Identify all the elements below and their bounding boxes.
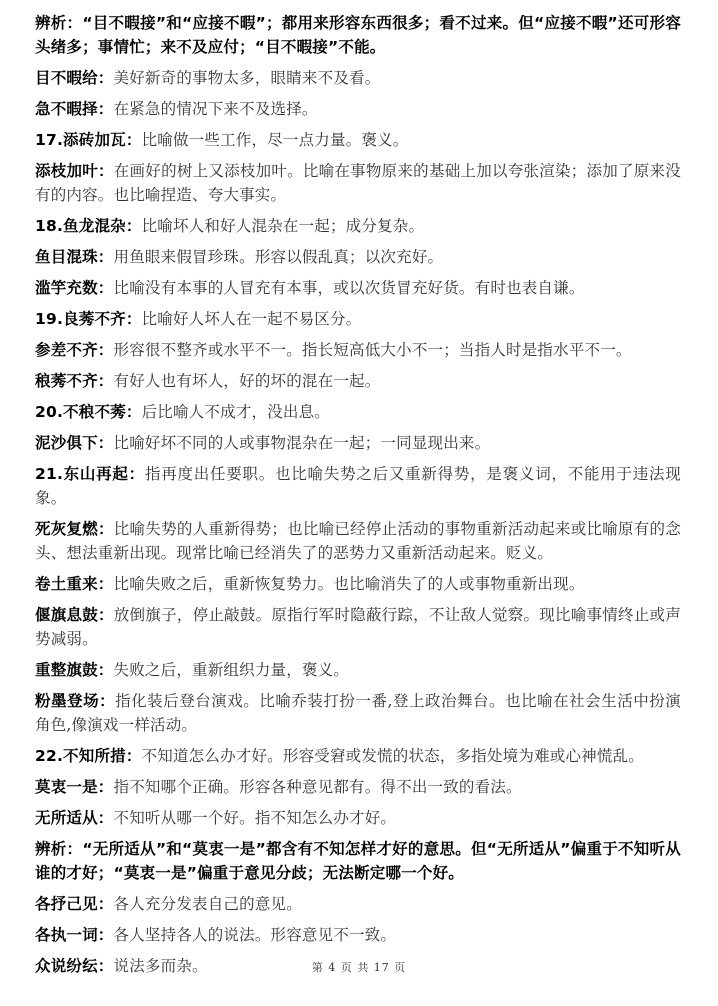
entry-term: 死灰复燃：: [35, 520, 114, 538]
entry-definition: 比喻好坏不同的人或事物混杂在一起；一同显现出来。: [113, 434, 491, 452]
entry-definition: 各人坚持各人的说法。形容意见不一致。: [113, 926, 397, 944]
entry-term: 目不暇给：: [35, 69, 114, 87]
entry-definition: 形容很不整齐或水平不一。指长短高低大小不一；当指人时是指水平不一。: [113, 341, 632, 359]
entry-definition: 指不知哪个正确。形容各种意见都有。得不出一致的看法。: [113, 778, 522, 796]
entry-term: 各执一词：: [35, 926, 114, 944]
entry-definition: 不知听从哪一个好。指不知怎么办才好。: [113, 809, 397, 827]
entry-term: 辨析：: [35, 14, 83, 32]
document-page: [35, 11, 681, 985]
idiom-entry: [35, 369, 681, 393]
analysis-paragraph: [35, 837, 681, 885]
entry-definition: 放倒旗子，停止敲鼓。原指行军时隐蔽行踪，不让敌人觉察。现比喻事情终止或声势减弱。: [35, 606, 681, 648]
idiom-entry: [35, 276, 681, 300]
entry-term: 滥竽充数：: [35, 279, 114, 297]
entry-definition: 说法多而杂。: [113, 957, 208, 975]
entry-definition: 指化装后登台演戏。比喻乔装打扮一番,登上政治舞台。也比喻在社会生活中扮演角色,像演戏一样活动。: [35, 692, 681, 734]
idiom-entry: [35, 128, 681, 152]
entry-definition: 有好人也有坏人，好的坏的混在一起。: [113, 372, 381, 390]
entry-definition: 比喻失势的人重新得势；也比喻已经停止活动的事物重新活动起来或比喻原有的念头、想法重新出现。现常比喻已经消失了的恶势力又重新活动起来。贬义。: [35, 520, 681, 562]
idiom-entry: [35, 775, 681, 799]
entry-term: 17.添砖加瓦：: [35, 131, 142, 149]
entry-term: 参差不齐：: [35, 341, 114, 359]
entry-term: 18.鱼龙混杂：: [35, 217, 142, 235]
entry-term: 各抒己见：: [35, 895, 114, 913]
idiom-entry: [35, 214, 681, 238]
idiom-entry: [35, 658, 681, 682]
idiom-entry: [35, 400, 681, 424]
entry-definition: 在画好的树上又添枝加叶。比喻在事物原来的基础上加以夸张渲染；添加了原来没有的内容。也比喻捏造、夸大事实。: [35, 162, 681, 204]
entry-term: 辨析：: [35, 840, 83, 858]
entry-term: 鱼目混珠：: [35, 248, 114, 266]
entry-definition: 用鱼眼来假冒珍珠。形容以假乱真；以次充好。: [113, 248, 444, 266]
entry-term: 稂莠不齐：: [35, 372, 114, 390]
idiom-entry: [35, 307, 681, 331]
idiom-entry: [35, 245, 681, 269]
entry-definition: 比喻失败之后，重新恢复势力。也比喻消失了的人或事物重新出现。: [113, 575, 585, 593]
idiom-entry: [35, 923, 681, 947]
idiom-entry: [35, 66, 681, 90]
entry-definition: 在紧急的情况下来不及选择。: [113, 100, 318, 118]
idiom-entry: [35, 431, 681, 455]
analysis-paragraph: [35, 11, 681, 59]
idiom-entry: [35, 517, 681, 565]
entry-definition: 后比喻人不成才，没出息。: [141, 403, 330, 421]
entry-definition: 比喻做一些工作，尽一点力量。褒义。: [141, 131, 409, 149]
entry-term: 添枝加叶：: [35, 162, 114, 180]
entry-term: 卷土重来：: [35, 575, 114, 593]
idiom-entry: [35, 462, 681, 510]
entry-term: 无所适从：: [35, 809, 114, 827]
entry-term: 重整旗鼓：: [35, 661, 114, 679]
entry-definition: “无所适从”和“莫衷一是”都含有不知怎样才好的意思。但“无所适从”偏重于不知听从谁的才好；“莫衷一是”偏重于意见分歧；无法断定哪一个好。: [35, 840, 682, 882]
entry-term: 偃旗息鼓：: [35, 606, 114, 624]
idiom-entry: [35, 338, 681, 362]
entry-definition: 各人充分发表自己的意见。: [113, 895, 302, 913]
entry-term: 急不暇择：: [35, 100, 114, 118]
entry-definition: 比喻没有本事的人冒充有本事，或以次货冒充好货。有时也表自谦。: [113, 279, 585, 297]
entry-definition: 美好新奇的事物太多，眼睛来不及看。: [113, 69, 381, 87]
entry-term: 粉墨登场：: [35, 692, 116, 710]
entry-definition: “目不暇接”和“应接不暇”；都用来形容东西很多；看不过来。但“应接不暇”还可形容头绪多；事情忙；来不及应付；“目不暇接”不能。: [35, 14, 682, 56]
entry-definition: 指再度出任要职。也比喻失势之后又重新得势，是褒义词，不能用于违法现象。: [35, 465, 682, 507]
idiom-entry: [35, 806, 681, 830]
entry-term: 19.良莠不齐：: [35, 310, 142, 328]
idiom-entry: [35, 97, 681, 121]
entry-definition: 比喻坏人和好人混杂在一起；成分复杂。: [141, 217, 425, 235]
entry-term: 众说纷纭：: [35, 957, 114, 975]
idiom-entry: [35, 603, 681, 651]
page-number-footer: 第 4 页 共 17 页: [311, 961, 407, 974]
entry-term: 22.不知所措：: [35, 747, 142, 765]
entry-term: 莫衷一是：: [35, 778, 114, 796]
idiom-entry: [35, 892, 681, 916]
entry-term: 21.东山再起：: [35, 465, 145, 483]
idiom-entry: [35, 744, 681, 768]
entry-definition: 失败之后，重新组织力量，褒义。: [113, 661, 350, 679]
entry-term: 20.不稂不莠：: [35, 403, 142, 421]
entry-definition: 比喻好人坏人在一起不易区分。: [141, 310, 362, 328]
idiom-entry: [35, 689, 681, 737]
entry-definition: 不知道怎么办才好。形容受窘或发慌的状态，多指处境为难或心神慌乱。: [141, 747, 644, 765]
idiom-entry: [35, 572, 681, 596]
idiom-entry: [35, 159, 681, 207]
entry-term: 泥沙俱下：: [35, 434, 114, 452]
